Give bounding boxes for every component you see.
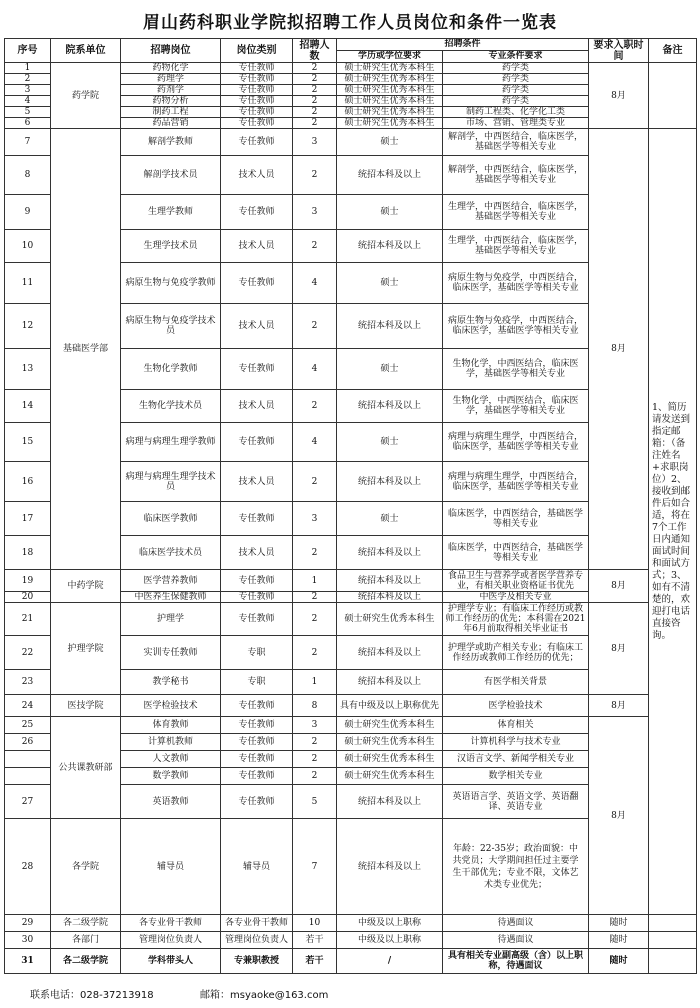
row-education: 硕士研究生优秀本科生: [337, 717, 443, 734]
row-major: 生理学，中西医结合，临床医学，基础医学等相关专业: [443, 230, 589, 263]
row-count: 4: [293, 263, 337, 304]
row-category: 技术人员: [221, 230, 293, 263]
header-dept: 院系单位: [51, 39, 121, 63]
header-count: 招聘人数: [293, 39, 337, 63]
row-category: 各专业骨干教师: [221, 915, 293, 932]
row-major: 药学类: [443, 74, 589, 85]
row-category: 专任教师: [221, 768, 293, 785]
row-category: 专任教师: [221, 107, 293, 118]
row-no: 30: [5, 932, 51, 949]
row-no: 20: [5, 592, 51, 603]
row-post: 实训专任教师: [121, 636, 221, 670]
row-no: 4: [5, 96, 51, 107]
row-education: 硕士研究生优秀本科生: [337, 768, 443, 785]
row-no: 23: [5, 670, 51, 695]
row-post: 解剖学技术员: [121, 156, 221, 195]
row-education: 统招本科及以上: [337, 592, 443, 603]
row-category: 专任教师: [221, 195, 293, 230]
row-major: 病原生物与免疫学，中西医结合，临床医学，基础医学等相关专业: [443, 263, 589, 304]
row-count: 2: [293, 636, 337, 670]
row-category: 专任教师: [221, 63, 293, 74]
start-time: 8月: [589, 129, 649, 570]
row-major: 病理与病理生理学，中西医结合，临床医学，基础医学等相关专业: [443, 462, 589, 502]
row-major: 护理学或助产相关专业；有临床工作经历或教师工作经历的优先；: [443, 636, 589, 670]
dept-cell: 中药学院: [51, 570, 121, 603]
row-count: 若干: [293, 932, 337, 949]
row-no: 27: [5, 785, 51, 819]
row-education: 统招本科及以上: [337, 785, 443, 819]
contact-phone: 联系电话：028-37213918: [30, 990, 154, 1001]
row-major: 生理学，中西医结合，临床医学，基础医学等相关专业: [443, 195, 589, 230]
row-education: 硕士: [337, 423, 443, 462]
row-post: 药品营销: [121, 118, 221, 129]
row-post: 病原生物与免疫学教师: [121, 263, 221, 304]
row-category: 专任教师: [221, 785, 293, 819]
row-count: 2: [293, 63, 337, 74]
row-no: 15: [5, 423, 51, 462]
remark-blank: [649, 932, 697, 949]
row-count: 2: [293, 156, 337, 195]
row-post: 体育教师: [121, 717, 221, 734]
row-count: 2: [293, 592, 337, 603]
row-post: 生物化学教师: [121, 349, 221, 390]
row-category: 专职: [221, 670, 293, 695]
row-no: 13: [5, 349, 51, 390]
start-time: 8月: [589, 603, 649, 695]
dept-cell: 各二级学院: [51, 915, 121, 932]
row-education: 硕士研究生优秀本科生: [337, 96, 443, 107]
dept-cell: 药学院: [51, 63, 121, 129]
row-category: 专任教师: [221, 118, 293, 129]
row-education: 硕士: [337, 349, 443, 390]
row-post: 医学检验技术: [121, 695, 221, 717]
row-major: 有医学相关背景: [443, 670, 589, 695]
row-category: 技术人员: [221, 156, 293, 195]
row-count: 若干: [293, 949, 337, 974]
row-education: 硕士研究生优秀本科生: [337, 63, 443, 74]
row-major: 生物化学，中西医结合，临床医学，基础医学等相关专业: [443, 390, 589, 423]
row-post: 药物分析: [121, 96, 221, 107]
row-no: 26: [5, 734, 51, 751]
row-major: 食品卫生与营养学或者医学营养专业，有相关职业资格证书优先: [443, 570, 589, 592]
row-major: 汉语言文学、新闻学相关专业: [443, 751, 589, 768]
start-time: 8月: [589, 695, 649, 717]
row-no: 21: [5, 603, 51, 636]
row-category: 辅导员: [221, 819, 293, 915]
row-no: 7: [5, 129, 51, 156]
row-post: 病理与病理生理学教师: [121, 423, 221, 462]
row-no: 8: [5, 156, 51, 195]
row-no: 18: [5, 536, 51, 570]
row-education: 统招本科及以上: [337, 670, 443, 695]
remark-blank: [649, 63, 697, 129]
row-count: 3: [293, 129, 337, 156]
row-post: 病理与病理生理学技术员: [121, 462, 221, 502]
row-post: 病原生物与免疫学技术员: [121, 304, 221, 349]
row-count: 3: [293, 195, 337, 230]
row-post: 辅导员: [121, 819, 221, 915]
row-category: 专任教师: [221, 570, 293, 592]
row-major: 解剖学，中西医结合，临床医学，基础医学等相关专业: [443, 156, 589, 195]
row-count: 1: [293, 670, 337, 695]
row-count: 3: [293, 717, 337, 734]
row-count: 2: [293, 118, 337, 129]
row-major: 计算机科学与技术专业: [443, 734, 589, 751]
header-conditions: 招聘条件: [337, 39, 589, 51]
row-major: 体育相关: [443, 717, 589, 734]
row-education: 统招本科及以上: [337, 636, 443, 670]
dept-cell: 护理学院: [51, 603, 121, 695]
row-count: 2: [293, 603, 337, 636]
dept-cell: 公共课教研部: [51, 717, 121, 819]
row-major: 具有相关专业副高级（含）以上职称，待遇面议: [443, 949, 589, 974]
row-education: 统招本科及以上: [337, 570, 443, 592]
row-education: 硕士研究生优秀本科生: [337, 118, 443, 129]
page-title: 眉山药科职业学院拟招聘工作人员岗位和条件一览表: [143, 13, 557, 33]
start-time: 8月: [589, 570, 649, 603]
row-major: 中医学及相关专业: [443, 592, 589, 603]
row-no: 12: [5, 304, 51, 349]
row-education: 统招本科及以上: [337, 462, 443, 502]
row-count: 5: [293, 785, 337, 819]
row-education: 统招本科及以上: [337, 156, 443, 195]
start-time: 8月: [589, 63, 649, 129]
row-no: 24: [5, 695, 51, 717]
row-category: 专任教师: [221, 74, 293, 85]
row-post: 药物化学: [121, 63, 221, 74]
dept-cell: 各学院: [51, 819, 121, 915]
row-count: 2: [293, 96, 337, 107]
header-major: 专业条件要求: [443, 51, 589, 63]
row-no: 10: [5, 230, 51, 263]
dept-cell: 各部门: [51, 932, 121, 949]
row-education: 硕士: [337, 129, 443, 156]
row-education: 统招本科及以上: [337, 304, 443, 349]
row-no: 19: [5, 570, 51, 592]
row-count: 2: [293, 85, 337, 96]
row-category: 专任教师: [221, 734, 293, 751]
row-category: 专任教师: [221, 717, 293, 734]
row-post: 生理学技术员: [121, 230, 221, 263]
row-education: 统招本科及以上: [337, 536, 443, 570]
remark-note: 1、简历请发送到指定邮箱：（备注姓名+求职岗位）2、接收到邮件后如合适，将在7个工作日内通知面试时间和面试方式；3、如有不清楚的，欢迎打电话直接咨询。: [649, 129, 697, 915]
row-major: 生物化学，中西医结合，临床医学，基础医学等相关专业: [443, 349, 589, 390]
row-count: 1: [293, 570, 337, 592]
row-major: 临床医学，中西医结合，基础医学等相关专业: [443, 502, 589, 536]
row-post: 英语教师: [121, 785, 221, 819]
row-major: 制药工程类、化学化工类: [443, 107, 589, 118]
dept-cell: 基础医学部: [51, 129, 121, 570]
row-no: 11: [5, 263, 51, 304]
row-major: 英语语言学、英语文学、英语翻译、英语专业: [443, 785, 589, 819]
row-count: 10: [293, 915, 337, 932]
row-post: 生物化学技术员: [121, 390, 221, 423]
row-major: 药学类: [443, 63, 589, 74]
row-post: 教学秘书: [121, 670, 221, 695]
row-count: 2: [293, 462, 337, 502]
row-education: 硕士: [337, 263, 443, 304]
row-education: 硕士研究生优秀本科生: [337, 734, 443, 751]
dept-cell: 医技学院: [51, 695, 121, 717]
row-education: 硕士研究生优秀本科生: [337, 85, 443, 96]
row-major: 临床医学，中西医结合，基础医学等相关专业: [443, 536, 589, 570]
row-major: 病理与病理生理学，中西医结合，临床医学，基础医学等相关专业: [443, 423, 589, 462]
row-no: 17: [5, 502, 51, 536]
row-category: 专任教师: [221, 592, 293, 603]
row-major: 市场、营销、管理类专业: [443, 118, 589, 129]
row-education: 统招本科及以上: [337, 230, 443, 263]
row-count: 7: [293, 819, 337, 915]
row-count: 3: [293, 502, 337, 536]
start-time: 随时: [589, 932, 649, 949]
row-post: 解剖学教师: [121, 129, 221, 156]
row-post: 各专业骨干教师: [121, 915, 221, 932]
header-no: 序号: [5, 39, 51, 63]
header-category: 岗位类别: [221, 39, 293, 63]
row-no: 5: [5, 107, 51, 118]
row-no: 29: [5, 915, 51, 932]
row-category: 专任教师: [221, 96, 293, 107]
row-post: 医学营养教师: [121, 570, 221, 592]
row-education: 硕士研究生优秀本科生: [337, 74, 443, 85]
row-category: 专任教师: [221, 349, 293, 390]
row-count: 2: [293, 230, 337, 263]
row-post: 数学教师: [121, 768, 221, 785]
row-education: 硕士研究生优秀本科生: [337, 603, 443, 636]
row-count: 2: [293, 74, 337, 85]
remark-blank: [649, 915, 697, 932]
row-no: 31: [5, 949, 51, 974]
row-major: 医学检验技术: [443, 695, 589, 717]
row-post: 管理岗位负责人: [121, 932, 221, 949]
row-no: 28: [5, 819, 51, 915]
row-category: 专职: [221, 636, 293, 670]
row-education: 统招本科及以上: [337, 819, 443, 915]
row-category: 专任教师: [221, 263, 293, 304]
row-count: 2: [293, 107, 337, 118]
row-count: 4: [293, 349, 337, 390]
row-count: 2: [293, 304, 337, 349]
start-time: 随时: [589, 949, 649, 974]
row-education: 中级及以上职称: [337, 932, 443, 949]
start-time: 8月: [589, 717, 649, 915]
row-education: 硕士研究生优秀本科生: [337, 751, 443, 768]
row-education: 硕士研究生优秀本科生: [337, 107, 443, 118]
row-education: 具有中级及以上职称优先: [337, 695, 443, 717]
row-count: 2: [293, 734, 337, 751]
row-no: [5, 751, 51, 768]
row-post: 计算机教师: [121, 734, 221, 751]
row-education: 统招本科及以上: [337, 390, 443, 423]
row-count: 8: [293, 695, 337, 717]
row-category: 专任教师: [221, 502, 293, 536]
row-major: 待遇面议: [443, 932, 589, 949]
row-major: 数学相关专业: [443, 768, 589, 785]
remark-blank: [649, 949, 697, 974]
row-post: 中医养生保健教师: [121, 592, 221, 603]
row-no: 25: [5, 717, 51, 734]
row-count: 2: [293, 768, 337, 785]
row-category: 专任教师: [221, 85, 293, 96]
row-category: 专任教师: [221, 423, 293, 462]
row-major: 待遇面议: [443, 915, 589, 932]
row-post: 临床医学教师: [121, 502, 221, 536]
row-post: 学科带头人: [121, 949, 221, 974]
row-no: 2: [5, 74, 51, 85]
row-post: 制药工程: [121, 107, 221, 118]
row-no: 3: [5, 85, 51, 96]
row-count: 2: [293, 390, 337, 423]
row-count: 4: [293, 423, 337, 462]
row-category: 技术人员: [221, 304, 293, 349]
row-education: 硕士: [337, 195, 443, 230]
row-post: 生理学教师: [121, 195, 221, 230]
row-major: 年龄：22-35岁；政治面貌：中共党员；大学期间担任过主要学生干部优先；专业不限，文体艺术类专业优先；: [443, 819, 589, 915]
row-category: 专任教师: [221, 603, 293, 636]
row-no: 16: [5, 462, 51, 502]
row-category: 专兼职教授: [221, 949, 293, 974]
row-major: 药学类: [443, 96, 589, 107]
row-category: 技术人员: [221, 536, 293, 570]
row-category: 专任教师: [221, 129, 293, 156]
row-post: 人文教师: [121, 751, 221, 768]
row-post: 护理学: [121, 603, 221, 636]
row-category: 技术人员: [221, 462, 293, 502]
header-education: 学历或学位要求: [337, 51, 443, 63]
row-education: 中级及以上职称: [337, 915, 443, 932]
header-remark: 备注: [649, 39, 697, 63]
header-post: 招聘岗位: [121, 39, 221, 63]
row-major: 解剖学，中西医结合，临床医学，基础医学等相关专业: [443, 129, 589, 156]
start-time: 随时: [589, 915, 649, 932]
row-major: 病原生物与免疫学，中西医结合，临床医学，基础医学等相关专业: [443, 304, 589, 349]
row-category: 管理岗位负责人: [221, 932, 293, 949]
contact-email[interactable]: 邮箱：msyaoke@163.com: [200, 990, 329, 1001]
row-major: 药学类: [443, 85, 589, 96]
row-education: /: [337, 949, 443, 974]
row-count: 2: [293, 751, 337, 768]
row-no: 22: [5, 636, 51, 670]
row-no: 14: [5, 390, 51, 423]
dept-cell: 各二级学院: [51, 949, 121, 974]
header-start: 要求入职时间: [589, 39, 649, 63]
row-post: 药理学: [121, 74, 221, 85]
recruitment-table: [4, 38, 697, 974]
row-major: 护理学专业；有临床工作经历或教师工作经历的优先；本科需在2021年6月前取得相关毕业证书: [443, 603, 589, 636]
row-post: 药剂学: [121, 85, 221, 96]
row-post: 临床医学技术员: [121, 536, 221, 570]
row-category: 专任教师: [221, 751, 293, 768]
row-count: 2: [293, 536, 337, 570]
row-category: 专任教师: [221, 695, 293, 717]
row-category: 技术人员: [221, 390, 293, 423]
row-no: 1: [5, 63, 51, 74]
row-education: 硕士: [337, 502, 443, 536]
row-no: 9: [5, 195, 51, 230]
footer: [30, 986, 329, 1001]
row-no: [5, 768, 51, 785]
row-no: 6: [5, 118, 51, 129]
